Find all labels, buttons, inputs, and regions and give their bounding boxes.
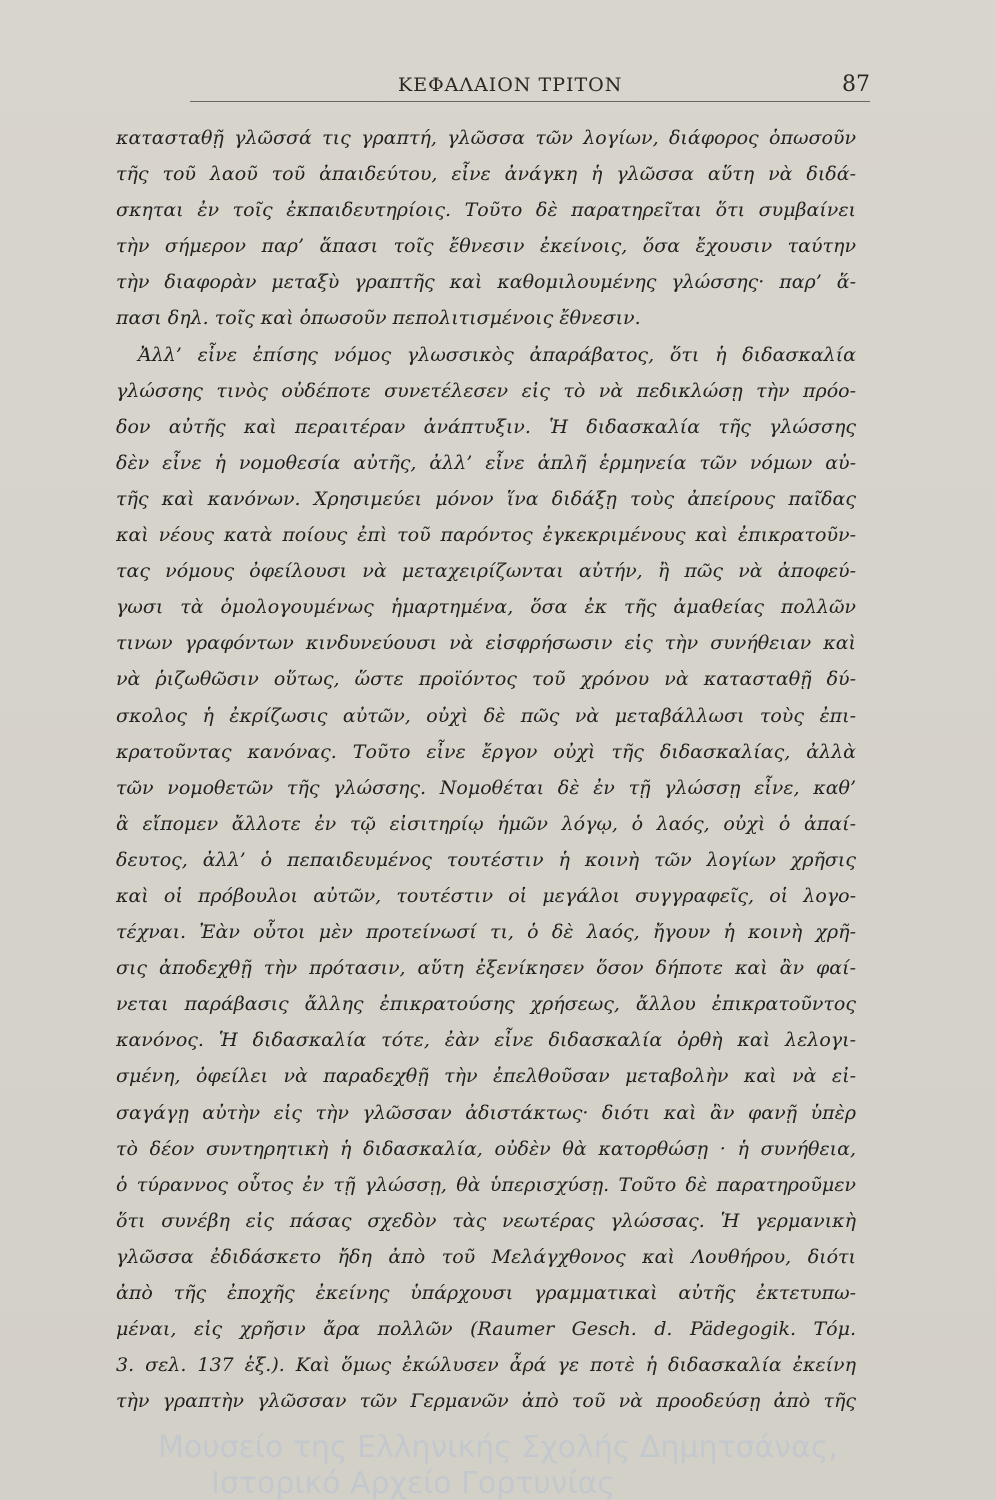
text-line: πασι δηλ. τοῖς καὶ ὁπωσοῦν πεπολιτισμένοις ἔθνεσιν. xyxy=(116,307,641,330)
watermark-line-1: Μουσείο της Ελληνικής Σχολής Δημητσάνας, xyxy=(157,1430,839,1465)
text-line: τῶν νομοθετῶν τῆς γλώσσης. Νομοθέται δὲ ἐν τῇ γλώσσῃ εἶνε, καθ’ xyxy=(116,776,856,799)
running-title: ΚΕΦΑΛΑΙΟΝ ΤΡΙΤΟΝ xyxy=(398,74,623,96)
text-line: κρατοῦντας κανόνας. Τοῦτο εἶνε ἔργον οὐχὶ τῆς διδασκαλίας, ἀλλὰ xyxy=(116,740,856,763)
text-line: Ἀλλ’ εἶνε ἐπίσης νόμος γλωσσικὸς ἀπαράβατος, ὅτι ἡ διδασκαλία xyxy=(138,343,856,366)
text-line: σκολος ἡ ἐκρίζωσις αὐτῶν, οὐχὶ δὲ πῶς νὰ μεταβάλλωσι τοὺς ἐπι- xyxy=(116,704,856,727)
watermark-line-2: Ιστορικό Αρχείο Γορτυνίας xyxy=(210,1466,616,1500)
text-line: ἀπὸ τῆς ἐποχῆς ἐκείνης ὑπάρχουσι γραμματικαὶ αὐτῆς ἐκτετυπω- xyxy=(116,1282,856,1304)
text-line: τῆς καὶ κανόνων. Χρησιμεύει μόνον ἵνα διδάξῃ τοὺς ἀπείρους παῖδας xyxy=(116,487,856,510)
header-rule xyxy=(190,101,870,102)
text-line: τας νόμους ὀφείλουσι νὰ μεταχειρίζωνται αὐτήν, ἢ πῶς νὰ ἀποφεύ- xyxy=(116,560,856,583)
text-line: καὶ νέους κατὰ ποίους ἐπὶ τοῦ παρόντος ἐγκεκριμένους καὶ ἐπικρατοῦν- xyxy=(116,524,856,547)
text-line: σκηται ἐν τοῖς ἐκπαιδευτηρίοις. Τοῦτο δὲ παρατηρεῖται ὅτι συμβαίνει xyxy=(116,199,856,222)
text-line: ἃ εἴπομεν ἄλλοτε ἐν τῷ εἰσιτηρίῳ ἡμῶν λόγῳ, ὁ λαός, οὐχὶ ὁ ἀπαί- xyxy=(116,812,856,835)
text-line: γωσι τὰ ὁμολογουμένως ἡμαρτημένα, ὅσα ἐκ τῆς ἀμαθείας πολλῶν xyxy=(116,596,856,619)
text-line: ὅτι συνέβη εἰς πάσας σχεδὸν τὰς νεωτέρας γλώσσας. Ἡ γερμανικὴ xyxy=(116,1209,856,1232)
text-line: 3. σελ. 137 ἑξ.). Καὶ ὅμως ἐκώλυσεν ἆρά γε ποτὲ ἡ διδασκαλία ἐκείνη xyxy=(116,1354,856,1377)
text-line: τῆς τοῦ λαοῦ τοῦ ἀπαιδεύτου, εἶνε ἀνάγκη ἡ γλῶσσα αὕτη νὰ διδά- xyxy=(116,163,856,186)
text-line: τὴν διαφορὰν μεταξὺ γραπτῆς καὶ καθομιλουμένης γλώσσης· παρ’ ἅ- xyxy=(116,271,856,294)
text-line: νεται παράβασις ἄλλης ἐπικρατούσης χρήσεως, ἄλλου ἐπικρατοῦντος xyxy=(116,993,856,1016)
text-line: σαγάγῃ αὐτὴν εἰς τὴν γλῶσσαν ἀδιστάκτως· διότι καὶ ἂν φανῇ ὑπὲρ xyxy=(116,1101,856,1124)
text-line: δευτος, ἀλλ’ ὁ πεπαιδευμένος τουτέστιν ἡ κοινὴ τῶν λογίων χρῆσις xyxy=(116,848,856,871)
text-line: σμένη, ὀφείλει νὰ παραδεχθῇ τὴν ἐπελθοῦσαν μεταβολὴν καὶ νὰ εἰ- xyxy=(116,1065,856,1088)
text-line: κανόνος. Ἡ διδασκαλία τότε, ἐὰν εἶνε διδασκαλία ὀρθὴ καὶ λελογι- xyxy=(116,1029,856,1052)
text-line: δον αὐτῆς καὶ περαιτέραν ἀνάπτυξιν. Ἡ διδασκαλία τῆς γλώσσης xyxy=(116,415,856,438)
text-line: τέχναι. Ἐὰν οὗτοι μὲν προτείνωσί τι, ὁ δὲ λαός, ἤγουν ἡ κοινὴ χρῆ- xyxy=(116,921,856,944)
running-head xyxy=(0,74,996,104)
archive-watermark xyxy=(0,1430,996,1500)
text-line: γλῶσσα ἐδιδάσκετο ἤδη ἀπὸ τοῦ Μελάγχθονος καὶ Λουθήρου, διότι xyxy=(116,1245,856,1268)
text-line: δὲν εἶνε ἡ νομοθεσία αὐτῆς, ἀλλ’ εἶνε ἁπλῆ ἑρμηνεία τῶν νόμων αὐ- xyxy=(116,451,856,474)
text-line: ὁ τύραννος οὗτος ἐν τῇ γλώσσῃ, θὰ ὑπερισχύσῃ. Τοῦτο δὲ παρατηροῦμεν xyxy=(116,1173,856,1196)
text-line: τὸ δέον συντηρητικὴ ἡ διδασκαλία, οὐδὲν θὰ κατορθώσῃ · ἡ συνήθεια, xyxy=(116,1137,856,1160)
text-line: μέναι, εἰς χρῆσιν ἄρα πολλῶν (Raumer Gesch. d. Pädegogik. Τόμ. xyxy=(116,1318,856,1341)
text-line: κατασταθῇ γλῶσσά τις γραπτή, γλῶσσα τῶν λογίων, διάφορος ὁπωσοῦν xyxy=(116,127,856,149)
page-number: 87 xyxy=(842,72,870,97)
text-line: τὴν σήμερον παρ’ ἅπασι τοῖς ἔθνεσιν ἐκείνοις, ὅσα ἔχουσιν ταύτην xyxy=(116,235,856,258)
text-line: νὰ ῥιζωθῶσιν οὕτως, ὥστε προϊόντος τοῦ χρόνου νὰ κατασταθῇ δύ- xyxy=(116,668,856,691)
text-line: τὴν γραπτὴν γλῶσσαν τῶν Γερμανῶν ἀπὸ τοῦ νὰ προοδεύσῃ ἀπὸ τῆς xyxy=(116,1390,856,1413)
body-text xyxy=(116,120,856,1419)
text-line: τινων γραφόντων κινδυνεύουσι νὰ εἰσφρήσωσιν εἰς τὴν συνήθειαν καὶ xyxy=(116,632,856,655)
text-line: σις ἀποδεχθῇ τὴν πρότασιν, αὕτη ἐξενίκησεν ὅσον δήποτε καὶ ἂν φαί- xyxy=(116,957,856,980)
text-line: καὶ οἱ πρόβουλοι αὐτῶν, τουτέστιν οἱ μεγάλοι συγγραφεῖς, οἱ λογο- xyxy=(116,884,856,907)
text-line: γλώσσης τινὸς οὐδέποτε συνετέλεσεν εἰς τὸ νὰ πεδικλώσῃ τὴν πρόο- xyxy=(116,379,856,402)
